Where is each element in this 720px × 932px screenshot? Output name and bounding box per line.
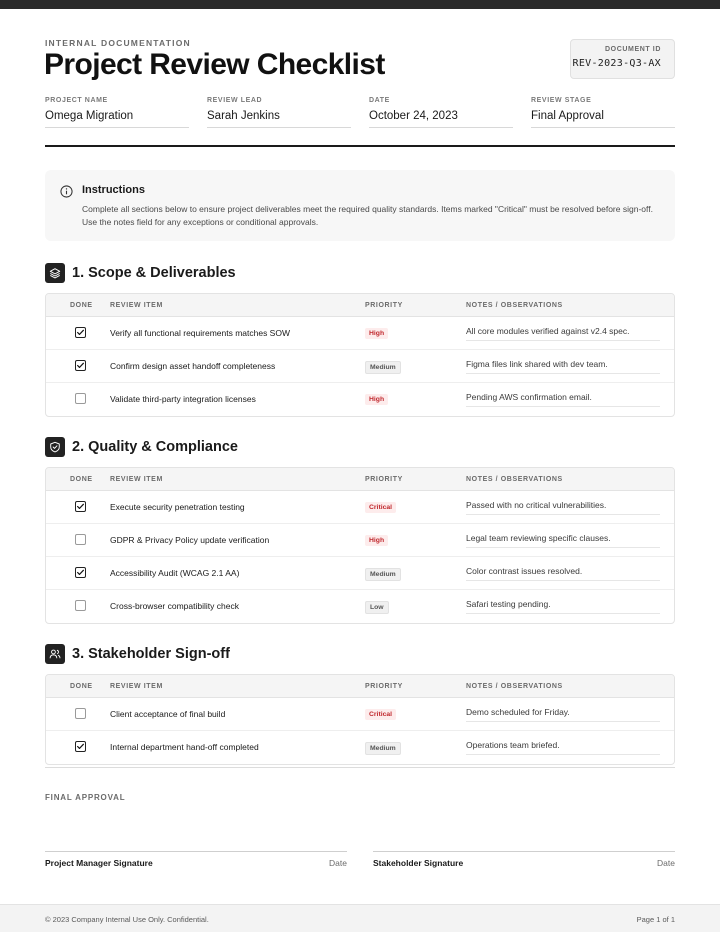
checkmark-icon (76, 328, 85, 337)
review-item: Cross-browser compatibility check (110, 601, 239, 611)
priority-badge: Medium (365, 568, 401, 581)
layers-icon (45, 263, 65, 283)
document-eyebrow: INTERNAL DOCUMENTATION (45, 38, 191, 48)
page-title: Project Review Checklist (44, 48, 385, 81)
instructions-line: Use the notes field for any exceptions or conditional approvals. (82, 217, 319, 227)
column-header-notes: NOTES / OBSERVATIONS (466, 302, 563, 309)
notes-field[interactable]: All core modules verified against v2.4 spec. (466, 326, 660, 341)
review-item: Confirm design asset handoff completeness (110, 361, 276, 371)
column-header-done: DONE (70, 302, 93, 309)
checkmark-icon (76, 742, 85, 751)
final-divider (45, 767, 675, 768)
column-header-notes: NOTES / OBSERVATIONS (466, 683, 563, 690)
notes-field[interactable]: Pending AWS confirmation email. (466, 392, 660, 407)
table-row (46, 383, 674, 416)
section-header-quality (45, 437, 238, 457)
done-checkbox[interactable] (75, 708, 86, 719)
meta-value[interactable]: October 24, 2023 (369, 110, 513, 128)
signature-date-label: Date (329, 858, 347, 868)
column-header-notes: NOTES / OBSERVATIONS (466, 476, 563, 483)
done-checkbox[interactable] (75, 327, 86, 338)
column-header-priority: PRIORITY (365, 302, 403, 309)
review-item: Client acceptance of final build (110, 709, 226, 719)
priority-badge: High (365, 535, 388, 546)
instructions-line: Complete all sections below to ensure project deliverables meet the required quality standards. Items marked "Critical" must be resolved before sign-off. (82, 204, 653, 214)
priority-badge: High (365, 328, 388, 339)
done-checkbox[interactable] (75, 393, 86, 404)
meta-review-lead (207, 97, 351, 128)
priority-badge: Low (365, 601, 389, 614)
done-checkbox[interactable] (75, 360, 86, 371)
table-row (46, 524, 674, 557)
meta-label: REVIEW STAGE (531, 97, 592, 104)
notes-field[interactable]: Passed with no critical vulnerabilities. (466, 500, 660, 515)
section-title: 3. Stakeholder Sign-off (72, 646, 230, 662)
table-header (46, 468, 674, 491)
checklist-table-quality (45, 467, 675, 624)
instructions-panel (45, 170, 675, 241)
table-row (46, 350, 674, 383)
header-divider (45, 145, 675, 147)
priority-badge: Medium (365, 742, 401, 755)
meta-value[interactable]: Omega Migration (45, 110, 189, 128)
top-bar (0, 0, 720, 9)
footer-page-number: Page 1 of 1 (636, 915, 675, 924)
checklist-table-stakeholder (45, 674, 675, 765)
checkmark-icon (76, 568, 85, 577)
section-title: 1. Scope & Deliverables (72, 265, 236, 281)
users-icon (45, 644, 65, 664)
table-row (46, 698, 674, 731)
column-header-done: DONE (70, 683, 93, 690)
notes-field[interactable]: Legal team reviewing specific clauses. (466, 533, 660, 548)
checklist-table-scope (45, 293, 675, 417)
notes-field[interactable]: Figma files link shared with dev team. (466, 359, 660, 374)
column-header-priority: PRIORITY (365, 683, 403, 690)
document-id-value: REV-2023-Q3-AX (572, 58, 661, 69)
page-footer (0, 904, 720, 932)
priority-badge: High (365, 394, 388, 405)
table-header (46, 294, 674, 317)
meta-label: REVIEW LEAD (207, 97, 263, 104)
priority-badge: Medium (365, 361, 401, 374)
review-item: Accessibility Audit (WCAG 2.1 AA) (110, 568, 240, 578)
table-header (46, 675, 674, 698)
table-row (46, 590, 674, 623)
section-title: 2. Quality & Compliance (72, 439, 238, 455)
priority-badge: Critical (365, 502, 396, 513)
final-approval-label: FINAL APPROVAL (45, 793, 126, 802)
column-header-item: REVIEW ITEM (110, 683, 163, 690)
instructions-title: Instructions (82, 184, 145, 196)
notes-field[interactable]: Color contrast issues resolved. (466, 566, 660, 581)
document-id-label: DOCUMENT ID (605, 46, 661, 53)
signature-label: Project Manager Signature (45, 858, 153, 868)
info-icon (60, 185, 73, 198)
signature-line-project-manager[interactable] (45, 851, 347, 868)
meta-value[interactable]: Sarah Jenkins (207, 110, 351, 128)
column-header-priority: PRIORITY (365, 476, 403, 483)
meta-label: PROJECT NAME (45, 97, 108, 104)
shield-check-icon (45, 437, 65, 457)
meta-project-name (45, 97, 189, 128)
meta-date (369, 97, 513, 128)
notes-field[interactable]: Safari testing pending. (466, 599, 660, 614)
section-header-scope (45, 263, 236, 283)
meta-value[interactable]: Final Approval (531, 110, 675, 128)
notes-field[interactable]: Operations team briefed. (466, 740, 660, 755)
review-item: Execute security penetration testing (110, 502, 245, 512)
meta-review-stage (531, 97, 675, 128)
done-checkbox[interactable] (75, 600, 86, 611)
table-row (46, 491, 674, 524)
document-id-box (570, 39, 675, 79)
checkmark-icon (76, 361, 85, 370)
footer-copyright: © 2023 Company Internal Use Only. Confidential. (45, 915, 209, 924)
column-header-item: REVIEW ITEM (110, 302, 163, 309)
review-item: GDPR & Privacy Policy update verification (110, 535, 270, 545)
checkmark-icon (76, 502, 85, 511)
instructions-text (82, 203, 659, 229)
review-item: Internal department hand-off completed (110, 742, 259, 752)
table-row (46, 557, 674, 590)
done-checkbox[interactable] (75, 534, 86, 545)
done-checkbox[interactable] (75, 741, 86, 752)
notes-field[interactable]: Demo scheduled for Friday. (466, 707, 660, 722)
signature-line-stakeholder[interactable] (373, 851, 675, 868)
priority-badge: Critical (365, 709, 396, 720)
meta-label: DATE (369, 97, 390, 104)
column-header-done: DONE (70, 476, 93, 483)
review-item: Validate third-party integration licenses (110, 394, 256, 404)
column-header-item: REVIEW ITEM (110, 476, 163, 483)
done-checkbox[interactable] (75, 501, 86, 512)
signature-date-label: Date (657, 858, 675, 868)
table-row (46, 317, 674, 350)
review-item: Verify all functional requirements matches SOW (110, 328, 290, 338)
signature-label: Stakeholder Signature (373, 858, 464, 868)
done-checkbox[interactable] (75, 567, 86, 578)
table-row (46, 731, 674, 764)
section-header-stakeholder (45, 644, 230, 664)
